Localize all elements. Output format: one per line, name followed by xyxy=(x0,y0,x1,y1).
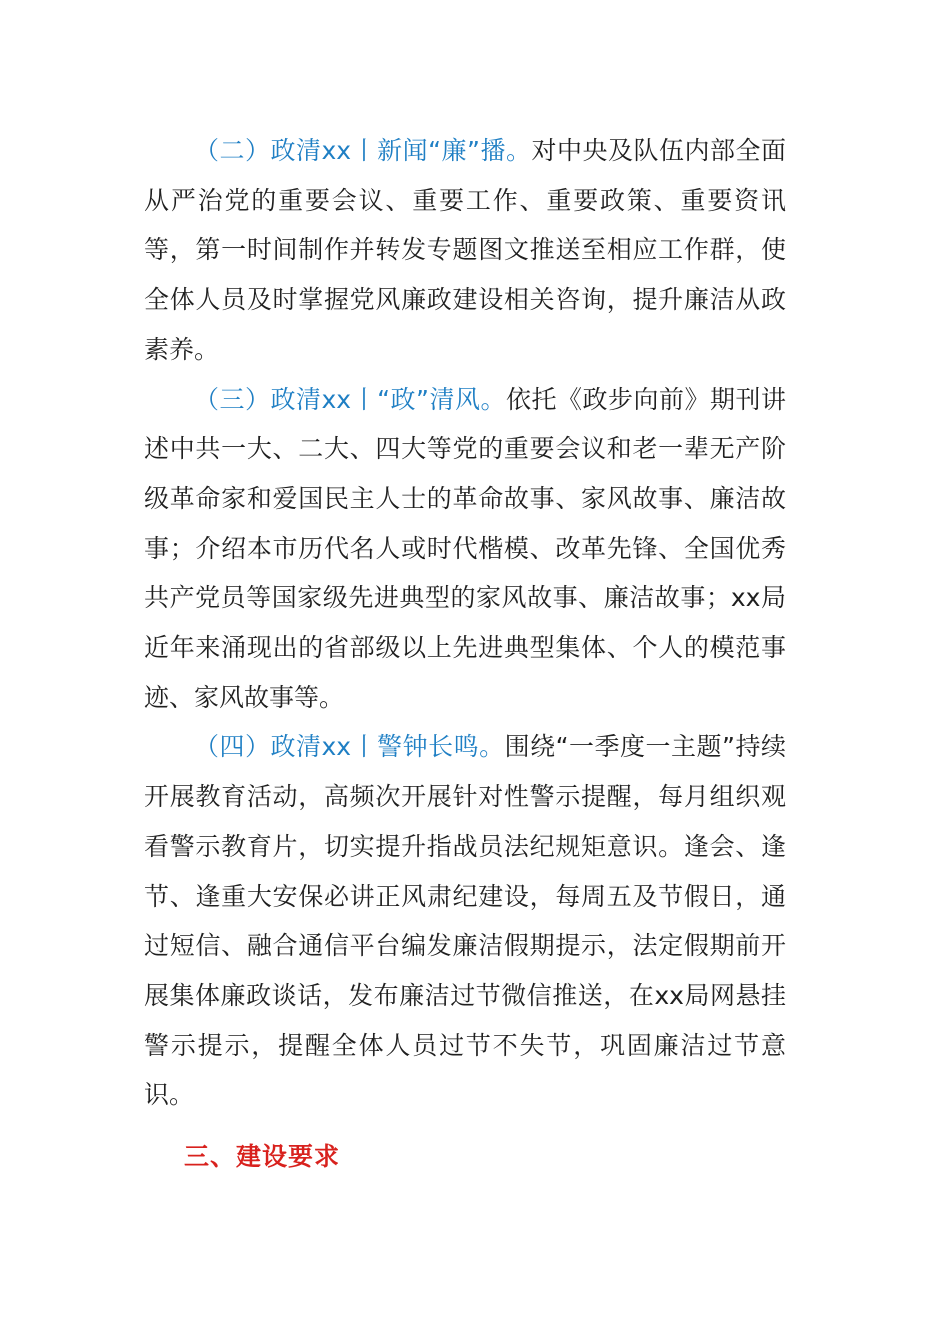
paragraph-item-2 xyxy=(144,126,786,375)
paragraph-body: 依托《政步向前》期刊讲述中共一大、二大、四大等党的重要会议和老一辈无产阶级革命家和爱国民主人士的革命故事、家风故事、廉洁故事；介绍本市历代名人或时代楷模、改革先锋、全国优秀共产党员等国家级先进典型的家风故事、廉洁故事；xx局近年来涌现出的省部级以上先进典型集体、个人的模范事迹、家风故事等。 xyxy=(144,384,786,712)
paragraph-heading: （三）政清xx丨“政”清风。 xyxy=(194,384,506,414)
document-content xyxy=(144,126,786,1182)
section-heading: 三、建设要求 xyxy=(184,1142,341,1172)
paragraph-heading: （二）政清xx丨新闻“廉”播。 xyxy=(194,136,532,165)
paragraph-item-4 xyxy=(144,722,786,1120)
paragraph-item-3 xyxy=(144,375,786,723)
paragraph-body: 对中央及队伍内部全面从严治党的重要会议、重要工作、重要政策、重要资讯等，第一时间制作并转发专题图文推送至相应工作群，使全体人员及时掌握党风廉政建设相关咨询，提升廉洁从政素养。 xyxy=(144,136,786,364)
paragraph-heading: （四）政清xx丨警钟长鸣。 xyxy=(194,732,505,762)
paragraph-body: 围绕“一季度一主题”持续开展教育活动，高频次开展针对性警示提醒，每月组织观看警示教育片，切实提升指战员法纪规矩意识。逢会、逢节、逢重大安保必讲正风肃纪建设，每周五及节假日，通过短信、融合通信平台编发廉洁假期提示，法定假期前开展集体廉政谈话，发布廉洁过节微信推送，在xx局网悬挂警示提示，提醒全体人员过节不失节，巩固廉洁过节意识。 xyxy=(144,732,786,1110)
